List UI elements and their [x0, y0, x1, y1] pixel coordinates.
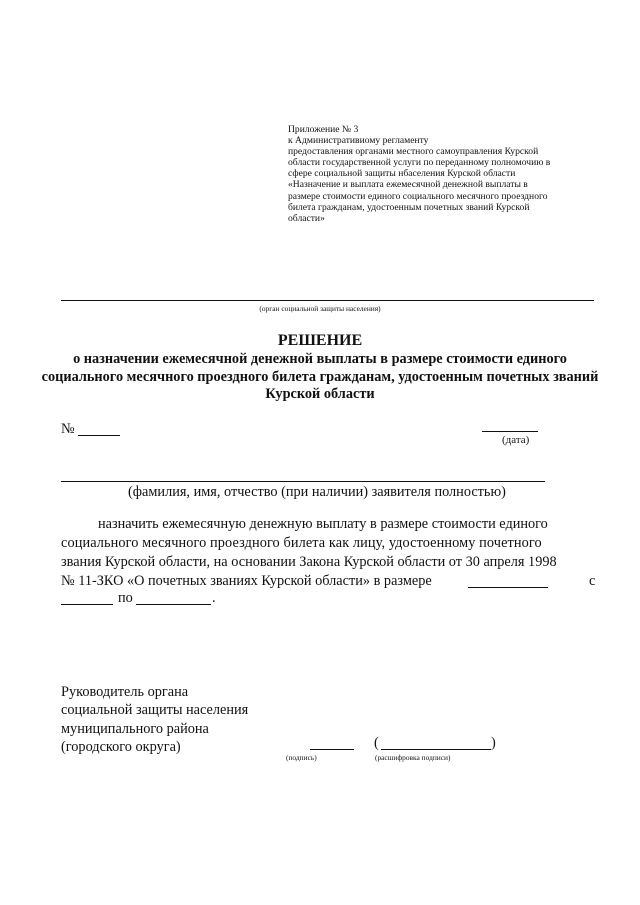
document-subtitle: о назначении ежемесячной денежной выплаты в размере стоимости единого социального месячного проездного билета гражданам, удостоенным почетных званий Курской области [41, 351, 599, 402]
signatory-line: социальной защиты населения [61, 702, 249, 719]
body-line [61, 516, 597, 533]
appendix-line: билета гражданам, удостоенным почетных званий Курской [288, 201, 530, 213]
appendix-line: «Назначение и выплата ежемесячной денежной выплаты в [288, 179, 528, 191]
number-field[interactable] [78, 435, 120, 436]
appendix-line: сфере социальной защиты нбаселения Курской области [288, 168, 516, 180]
signature-field[interactable] [310, 749, 354, 750]
to-label: по [118, 590, 133, 606]
appendix-line: размере стоимости единого социального месячного проездного [288, 190, 548, 202]
signatory-line: муниципального района [61, 720, 209, 737]
appendix-block [288, 124, 608, 224]
signature-decode-field[interactable] [381, 749, 491, 750]
to-date-field[interactable] [136, 604, 211, 605]
signatory-block [61, 683, 248, 757]
authority-line[interactable] [61, 300, 594, 301]
appendix-line: предоставления органами местного самоуправления Курской [288, 146, 539, 158]
body-line [61, 535, 597, 552]
authority-caption: (орган социальной защиты населения) [259, 304, 381, 313]
applicant-caption: (фамилия, имя, отчество (при наличии) заявителя полностью) [128, 484, 506, 500]
from-label: с [589, 573, 596, 589]
appendix-line: к Административиому регламенту [288, 135, 429, 147]
period: . [212, 590, 216, 606]
number-label: № [61, 421, 75, 437]
date-field[interactable] [482, 431, 538, 432]
body-line [61, 554, 597, 571]
document-title: РЕШЕНИЕ [277, 332, 363, 349]
amount-field[interactable] [468, 587, 548, 588]
appendix-line: Приложение № 3 [288, 124, 359, 135]
close-paren: ) [491, 735, 496, 751]
from-date-field[interactable] [61, 604, 113, 605]
signature-decode-caption: (расшифровка подписи) [375, 753, 451, 762]
open-paren: ( [374, 735, 379, 751]
signature-caption: (подпись) [286, 753, 317, 762]
signatory-line: (городского округа) [61, 739, 181, 756]
signatory-line: Руководитель органа [61, 684, 189, 700]
body-text: № 11-ЗКО «О почетных званиях Курской области» в размере [61, 573, 432, 589]
body-text: звания Курской области, на основании Закона Курской области от 30 апреля 1998 [61, 554, 557, 570]
appendix-line: области государственной услуги по переданному полномочию в [288, 157, 551, 169]
appendix-line: области» [288, 212, 325, 224]
body-text: назначить ежемесячную денежную выплату в размере стоимости единого [98, 516, 548, 532]
applicant-field[interactable] [61, 481, 545, 482]
body-text: социального месячного проездного билета как лицу, удостоенному почетного [61, 535, 542, 551]
date-caption: (дата) [502, 434, 530, 446]
